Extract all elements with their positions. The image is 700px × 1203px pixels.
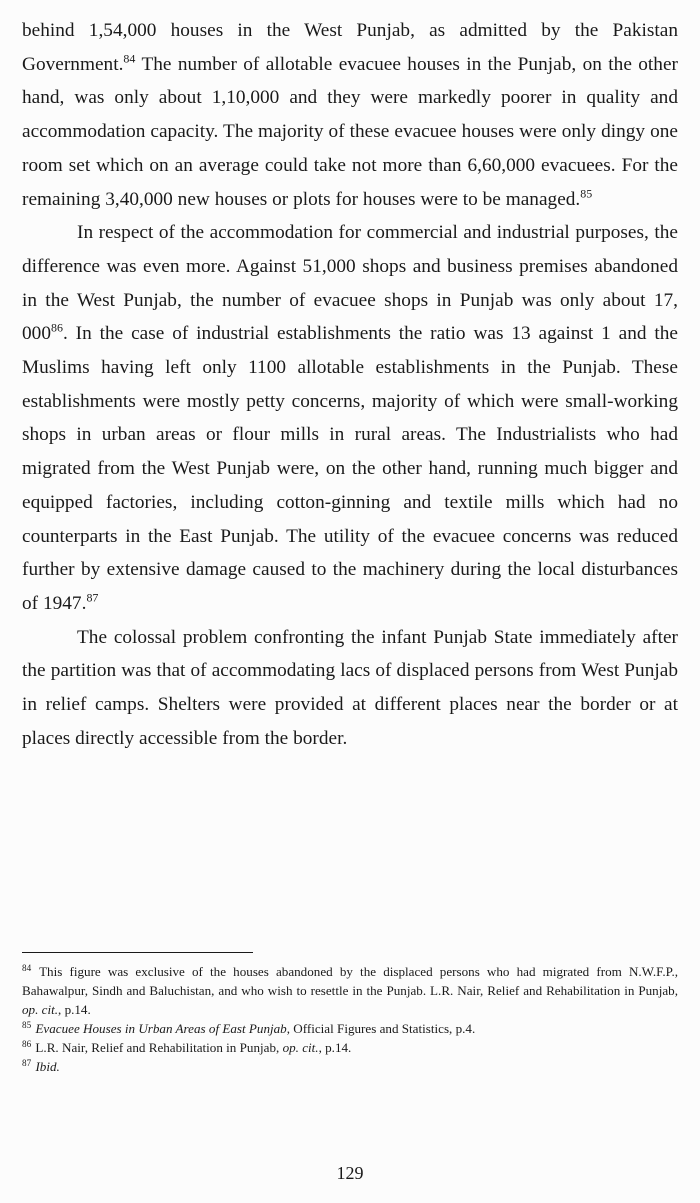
text-run: The number of allotable evacuee houses in the Punjab, on the other hand, was only about 1,10,000 and they were markedly poorer in quality and accommodation capacity. The majority of these evacuee houses were only dingy one room set which on an average could take not more than 6,60,000 evacuees. For the remaining 3,40,000 new houses or plots for houses were to be managed. [22, 53, 678, 210]
body-text-column [22, 14, 678, 755]
text-run: L.R. Nair, Relief and Rehabilitation in Punjab, [32, 1040, 283, 1056]
text-run: . In the case of industrial establishments the ratio was 13 against 1 and the Muslims having left only 1100 allotable establishments in the Punjab. These establishments were mostly petty concerns, majority of which were small-working shops in urban areas or flour mills in rural areas. The Industrialists who had migrated from the West Punjab were, on the other hand, running much bigger and equipped factories, including cotton-ginning and textile mills which had no counterparts in the East Punjab. The utility of the evacuee concerns was reduced further by extensive damage caused to the machinery during the local disturbances of 1947. [22, 323, 678, 614]
paragraph-commercial-industrial [22, 216, 678, 620]
italic-text: op. cit. [22, 1002, 59, 1018]
footnote-reference-marker: 86 [50, 320, 63, 335]
text-run: , Official Figures and Statistics, p.4. [286, 1021, 476, 1037]
footnote-87 [22, 1057, 678, 1076]
text-run: In respect of the accommodation for commercial and industrial purposes, the difference was even more. Against 51,000 shops and business premises abandoned in the West Punjab, the number of evacuee shops in Punjab was only about 17, 000 [22, 222, 678, 345]
text-run: This figure was exclusive of the houses abandoned by the displaced persons who had migrated from N.W.F.P., Bahawalpur, Sindh and Baluchistan, and who wish to resettle in the Punjab. L.R. Nair, Relief and Rehabilitation in Punjab, [22, 964, 678, 999]
italic-text: op. cit. [282, 1040, 319, 1056]
footnote-85 [22, 1019, 678, 1038]
footnote-84 [22, 962, 678, 1019]
footnote-reference-marker: 84 [123, 51, 136, 66]
italic-text: Ibid. [35, 1059, 60, 1075]
italic-text: Evacuee Houses in Urban Areas of East Punjab [35, 1021, 287, 1037]
footnote-number: 87 [22, 1058, 32, 1069]
footnote-86 [22, 1038, 678, 1057]
footnote-separator-rule [22, 952, 253, 953]
footnote-reference-marker: 87 [86, 590, 99, 605]
footnote-number: 84 [22, 962, 32, 973]
footnote-list [22, 962, 678, 1077]
text-run: behind 1,54,000 houses in the West Punjab, as admitted by the Pakistan Government. [22, 20, 678, 75]
footnote-number: 85 [22, 1019, 32, 1030]
text-run: , p.14. [318, 1040, 352, 1056]
footnote-block [22, 952, 678, 1077]
footnote-number: 86 [22, 1039, 32, 1050]
paragraph-colossal-problem [22, 621, 678, 756]
paragraph-houses-continued [22, 14, 678, 216]
footnote-reference-marker: 85 [580, 186, 593, 201]
text-run: The colossal problem confronting the infant Punjab State immediately after the partition was that of accommodating lacs of displaced persons from West Punjab in relief camps. Shelters were provided at different places near the border or at places directly accessible from the border. [22, 626, 678, 749]
text-run: , p.14. [58, 1002, 91, 1018]
page-number: 129 [336, 1163, 364, 1183]
